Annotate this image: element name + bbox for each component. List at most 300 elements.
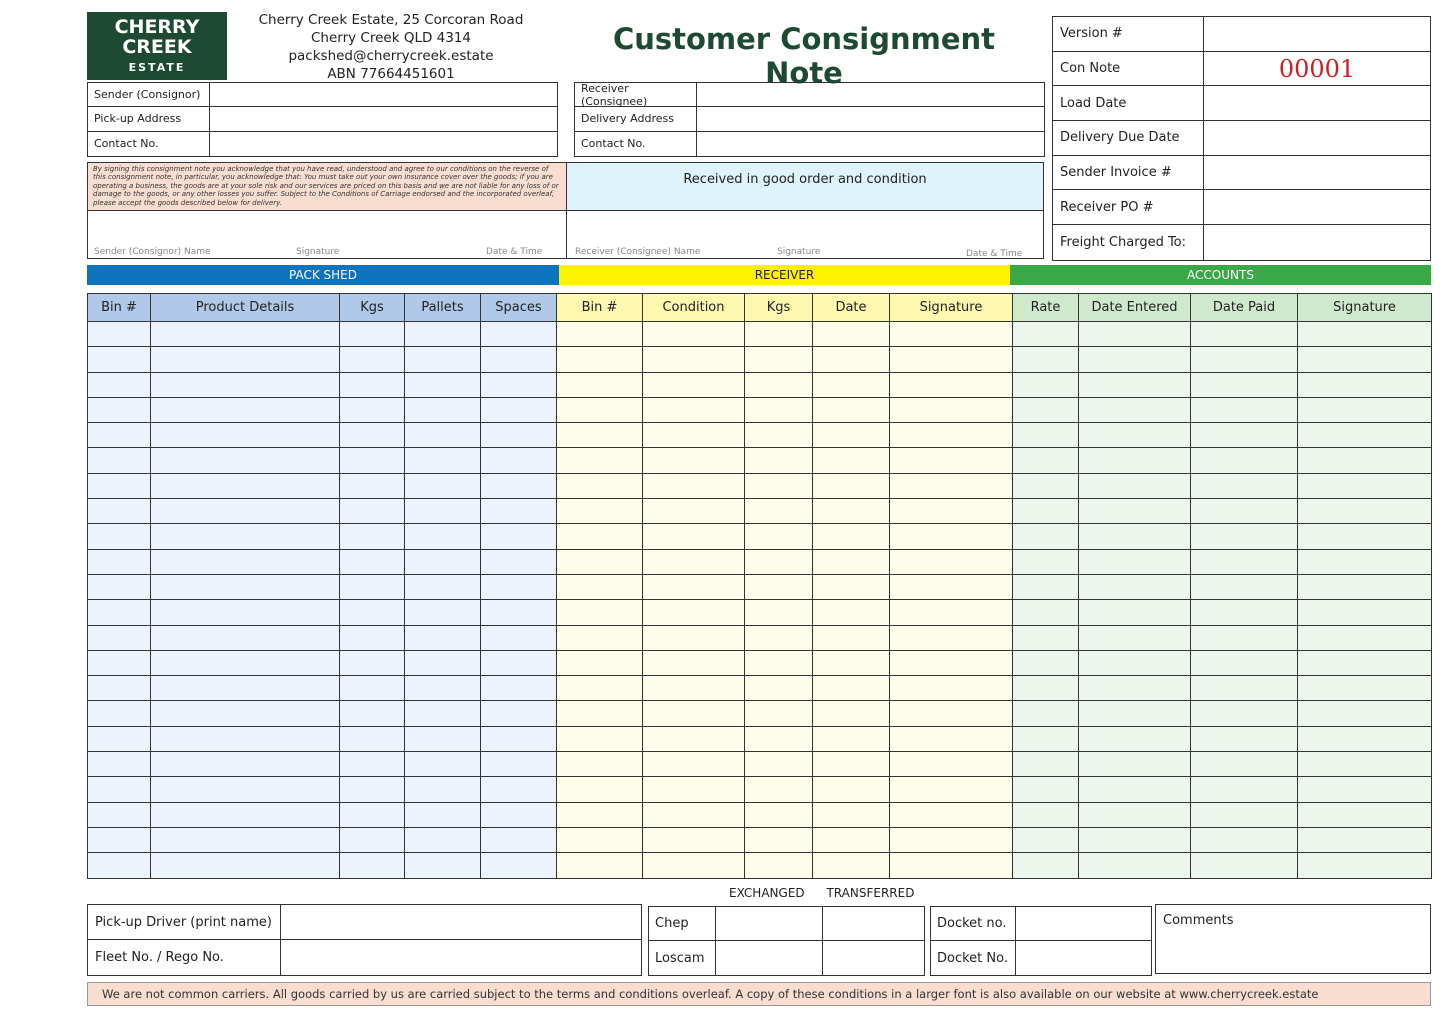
table-cell[interactable] — [151, 827, 340, 852]
table-cell[interactable] — [1079, 549, 1191, 574]
table-cell[interactable] — [88, 574, 151, 599]
table-cell[interactable] — [1191, 625, 1298, 650]
table-cell[interactable] — [405, 372, 481, 397]
table-cell[interactable] — [481, 574, 557, 599]
table-cell[interactable] — [745, 752, 813, 777]
table-cell[interactable] — [405, 726, 481, 751]
table-cell[interactable] — [340, 524, 405, 549]
table-cell[interactable] — [890, 600, 1013, 625]
table-cell[interactable] — [1191, 777, 1298, 802]
table-cell[interactable] — [890, 827, 1013, 852]
table-cell[interactable] — [1013, 600, 1079, 625]
table-cell[interactable] — [405, 600, 481, 625]
table-cell[interactable] — [557, 625, 643, 650]
table-cell[interactable] — [557, 397, 643, 422]
table-cell[interactable] — [1079, 777, 1191, 802]
table-cell[interactable] — [405, 423, 481, 448]
table-cell[interactable] — [745, 423, 813, 448]
table-cell[interactable] — [557, 524, 643, 549]
table-cell[interactable] — [88, 524, 151, 549]
table-cell[interactable] — [481, 524, 557, 549]
table-cell[interactable] — [1079, 625, 1191, 650]
table-cell[interactable] — [1298, 347, 1432, 372]
table-cell[interactable] — [813, 423, 890, 448]
table-cell[interactable] — [745, 600, 813, 625]
table-cell[interactable] — [88, 827, 151, 852]
docket-field-2[interactable] — [1016, 941, 1151, 975]
table-cell[interactable] — [813, 499, 890, 524]
table-cell[interactable] — [557, 726, 643, 751]
table-cell[interactable] — [745, 701, 813, 726]
table-cell[interactable] — [813, 600, 890, 625]
table-cell[interactable] — [745, 802, 813, 827]
table-cell[interactable] — [1013, 701, 1079, 726]
table-cell[interactable] — [1191, 322, 1298, 347]
table-cell[interactable] — [813, 853, 890, 878]
table-cell[interactable] — [340, 853, 405, 878]
receiver-signature-area[interactable] — [567, 211, 1043, 258]
table-cell[interactable] — [405, 827, 481, 852]
table-cell[interactable] — [481, 650, 557, 675]
sender-contact-field[interactable] — [210, 132, 557, 156]
table-cell[interactable] — [405, 701, 481, 726]
table-cell[interactable] — [813, 347, 890, 372]
table-cell[interactable] — [557, 423, 643, 448]
table-cell[interactable] — [1079, 827, 1191, 852]
receiver-po-field[interactable] — [1204, 190, 1430, 224]
table-cell[interactable] — [813, 473, 890, 498]
table-cell[interactable] — [405, 549, 481, 574]
table-cell[interactable] — [405, 448, 481, 473]
table-cell[interactable] — [1298, 448, 1432, 473]
table-cell[interactable] — [813, 701, 890, 726]
table-cell[interactable] — [557, 827, 643, 852]
table-cell[interactable] — [1013, 322, 1079, 347]
table-cell[interactable] — [1013, 853, 1079, 878]
table-cell[interactable] — [1298, 650, 1432, 675]
table-cell[interactable] — [745, 625, 813, 650]
table-cell[interactable] — [340, 777, 405, 802]
table-cell[interactable] — [745, 524, 813, 549]
table-cell[interactable] — [813, 397, 890, 422]
table-cell[interactable] — [1013, 549, 1079, 574]
table-cell[interactable] — [88, 397, 151, 422]
table-cell[interactable] — [1013, 448, 1079, 473]
table-cell[interactable] — [1191, 650, 1298, 675]
sender-invoice-field[interactable] — [1204, 156, 1430, 190]
table-cell[interactable] — [890, 423, 1013, 448]
table-cell[interactable] — [151, 574, 340, 599]
table-cell[interactable] — [1298, 473, 1432, 498]
table-cell[interactable] — [745, 650, 813, 675]
table-cell[interactable] — [151, 524, 340, 549]
table-cell[interactable] — [151, 423, 340, 448]
table-cell[interactable] — [340, 322, 405, 347]
table-cell[interactable] — [481, 448, 557, 473]
table-cell[interactable] — [405, 322, 481, 347]
table-cell[interactable] — [88, 423, 151, 448]
table-cell[interactable] — [340, 752, 405, 777]
table-cell[interactable] — [557, 473, 643, 498]
table-cell[interactable] — [1079, 524, 1191, 549]
table-cell[interactable] — [1191, 499, 1298, 524]
delivery-address-field[interactable] — [697, 107, 1044, 130]
table-cell[interactable] — [643, 777, 745, 802]
table-cell[interactable] — [88, 802, 151, 827]
table-cell[interactable] — [405, 574, 481, 599]
table-cell[interactable] — [1079, 853, 1191, 878]
table-cell[interactable] — [1079, 726, 1191, 751]
table-cell[interactable] — [1013, 802, 1079, 827]
table-cell[interactable] — [745, 448, 813, 473]
table-cell[interactable] — [340, 448, 405, 473]
table-cell[interactable] — [1298, 372, 1432, 397]
table-cell[interactable] — [643, 499, 745, 524]
table-cell[interactable] — [1191, 726, 1298, 751]
load-date-field[interactable] — [1204, 86, 1430, 120]
table-cell[interactable] — [1013, 676, 1079, 701]
table-cell[interactable] — [643, 676, 745, 701]
table-cell[interactable] — [405, 625, 481, 650]
table-cell[interactable] — [1079, 752, 1191, 777]
table-cell[interactable] — [1191, 676, 1298, 701]
table-cell[interactable] — [151, 473, 340, 498]
table-cell[interactable] — [481, 625, 557, 650]
table-cell[interactable] — [88, 701, 151, 726]
table-cell[interactable] — [643, 827, 745, 852]
table-cell[interactable] — [405, 752, 481, 777]
table-cell[interactable] — [151, 752, 340, 777]
table-cell[interactable] — [1298, 499, 1432, 524]
table-cell[interactable] — [1013, 726, 1079, 751]
table-cell[interactable] — [890, 473, 1013, 498]
table-cell[interactable] — [890, 701, 1013, 726]
table-cell[interactable] — [481, 499, 557, 524]
table-cell[interactable] — [557, 448, 643, 473]
table-cell[interactable] — [481, 322, 557, 347]
table-cell[interactable] — [1013, 499, 1079, 524]
table-cell[interactable] — [340, 650, 405, 675]
table-cell[interactable] — [481, 549, 557, 574]
table-cell[interactable] — [1298, 827, 1432, 852]
table-cell[interactable] — [890, 625, 1013, 650]
table-cell[interactable] — [643, 549, 745, 574]
table-cell[interactable] — [1191, 423, 1298, 448]
loscam-exchanged-field[interactable] — [716, 941, 823, 975]
chep-exchanged-field[interactable] — [716, 907, 823, 940]
table-cell[interactable] — [643, 322, 745, 347]
table-cell[interactable] — [813, 524, 890, 549]
receiver-contact-field[interactable] — [697, 132, 1044, 156]
table-cell[interactable] — [481, 853, 557, 878]
table-cell[interactable] — [88, 322, 151, 347]
table-cell[interactable] — [151, 701, 340, 726]
table-cell[interactable] — [481, 726, 557, 751]
table-cell[interactable] — [481, 347, 557, 372]
table-cell[interactable] — [557, 650, 643, 675]
table-cell[interactable] — [481, 701, 557, 726]
table-cell[interactable] — [1013, 752, 1079, 777]
table-cell[interactable] — [643, 726, 745, 751]
table-cell[interactable] — [813, 827, 890, 852]
table-cell[interactable] — [88, 676, 151, 701]
table-cell[interactable] — [745, 853, 813, 878]
table-cell[interactable] — [557, 752, 643, 777]
delivery-due-field[interactable] — [1204, 121, 1430, 155]
table-cell[interactable] — [1013, 650, 1079, 675]
table-cell[interactable] — [890, 524, 1013, 549]
table-cell[interactable] — [340, 625, 405, 650]
pickup-address-field[interactable] — [210, 107, 557, 130]
version-field[interactable] — [1204, 17, 1430, 51]
table-cell[interactable] — [1191, 448, 1298, 473]
table-cell[interactable] — [405, 853, 481, 878]
table-cell[interactable] — [890, 726, 1013, 751]
table-cell[interactable] — [1079, 473, 1191, 498]
table-cell[interactable] — [88, 372, 151, 397]
table-cell[interactable] — [745, 549, 813, 574]
table-cell[interactable] — [1298, 777, 1432, 802]
table-cell[interactable] — [643, 524, 745, 549]
table-cell[interactable] — [643, 423, 745, 448]
table-cell[interactable] — [405, 524, 481, 549]
table-cell[interactable] — [340, 499, 405, 524]
table-cell[interactable] — [481, 423, 557, 448]
table-cell[interactable] — [88, 549, 151, 574]
table-cell[interactable] — [813, 625, 890, 650]
table-cell[interactable] — [745, 726, 813, 751]
table-cell[interactable] — [481, 802, 557, 827]
table-cell[interactable] — [151, 499, 340, 524]
table-cell[interactable] — [1079, 347, 1191, 372]
table-cell[interactable] — [481, 600, 557, 625]
table-cell[interactable] — [813, 448, 890, 473]
table-cell[interactable] — [340, 600, 405, 625]
table-cell[interactable] — [890, 347, 1013, 372]
table-cell[interactable] — [1079, 802, 1191, 827]
table-cell[interactable] — [88, 499, 151, 524]
receiver-name-field[interactable] — [697, 83, 1044, 106]
table-cell[interactable] — [340, 827, 405, 852]
table-cell[interactable] — [340, 549, 405, 574]
table-cell[interactable] — [340, 473, 405, 498]
table-cell[interactable] — [88, 777, 151, 802]
comments-box[interactable] — [1155, 904, 1431, 974]
table-cell[interactable] — [1298, 600, 1432, 625]
table-cell[interactable] — [1079, 372, 1191, 397]
table-cell[interactable] — [151, 650, 340, 675]
table-cell[interactable] — [890, 397, 1013, 422]
table-cell[interactable] — [890, 676, 1013, 701]
table-cell[interactable] — [151, 322, 340, 347]
table-cell[interactable] — [1079, 650, 1191, 675]
table-cell[interactable] — [151, 802, 340, 827]
table-cell[interactable] — [643, 752, 745, 777]
table-cell[interactable] — [1298, 726, 1432, 751]
table-cell[interactable] — [890, 777, 1013, 802]
table-cell[interactable] — [813, 752, 890, 777]
table-cell[interactable] — [88, 853, 151, 878]
table-cell[interactable] — [151, 448, 340, 473]
table-cell[interactable] — [340, 701, 405, 726]
table-cell[interactable] — [340, 574, 405, 599]
table-cell[interactable] — [1013, 625, 1079, 650]
table-cell[interactable] — [1013, 372, 1079, 397]
table-cell[interactable] — [88, 473, 151, 498]
table-cell[interactable] — [557, 853, 643, 878]
table-cell[interactable] — [151, 777, 340, 802]
table-cell[interactable] — [1191, 600, 1298, 625]
table-cell[interactable] — [813, 802, 890, 827]
table-cell[interactable] — [88, 347, 151, 372]
freight-field[interactable] — [1204, 225, 1430, 260]
table-cell[interactable] — [890, 499, 1013, 524]
table-cell[interactable] — [481, 827, 557, 852]
table-cell[interactable] — [405, 473, 481, 498]
table-cell[interactable] — [1079, 676, 1191, 701]
table-cell[interactable] — [1079, 423, 1191, 448]
table-cell[interactable] — [481, 676, 557, 701]
table-cell[interactable] — [151, 726, 340, 751]
table-cell[interactable] — [1298, 574, 1432, 599]
sender-name-field[interactable] — [210, 83, 557, 106]
table-cell[interactable] — [151, 853, 340, 878]
table-cell[interactable] — [151, 549, 340, 574]
table-cell[interactable] — [481, 777, 557, 802]
table-cell[interactable] — [745, 397, 813, 422]
table-cell[interactable] — [643, 372, 745, 397]
table-cell[interactable] — [643, 701, 745, 726]
table-cell[interactable] — [1191, 574, 1298, 599]
chep-transferred-field[interactable] — [823, 907, 924, 940]
table-cell[interactable] — [1191, 473, 1298, 498]
table-cell[interactable] — [88, 650, 151, 675]
table-cell[interactable] — [643, 448, 745, 473]
table-cell[interactable] — [1191, 853, 1298, 878]
table-cell[interactable] — [890, 372, 1013, 397]
table-cell[interactable] — [1079, 574, 1191, 599]
table-cell[interactable] — [813, 726, 890, 751]
table-cell[interactable] — [340, 372, 405, 397]
table-cell[interactable] — [481, 752, 557, 777]
table-cell[interactable] — [557, 676, 643, 701]
table-cell[interactable] — [643, 347, 745, 372]
table-cell[interactable] — [481, 372, 557, 397]
table-cell[interactable] — [88, 752, 151, 777]
table-cell[interactable] — [813, 372, 890, 397]
table-cell[interactable] — [745, 347, 813, 372]
table-cell[interactable] — [151, 676, 340, 701]
table-cell[interactable] — [745, 777, 813, 802]
table-cell[interactable] — [813, 574, 890, 599]
table-cell[interactable] — [1298, 549, 1432, 574]
table-cell[interactable] — [1013, 423, 1079, 448]
table-cell[interactable] — [340, 676, 405, 701]
table-cell[interactable] — [890, 322, 1013, 347]
table-cell[interactable] — [1079, 600, 1191, 625]
table-cell[interactable] — [405, 650, 481, 675]
table-cell[interactable] — [405, 499, 481, 524]
table-cell[interactable] — [890, 752, 1013, 777]
table-cell[interactable] — [1298, 802, 1432, 827]
table-cell[interactable] — [890, 574, 1013, 599]
table-cell[interactable] — [1191, 701, 1298, 726]
table-cell[interactable] — [1298, 397, 1432, 422]
table-cell[interactable] — [813, 777, 890, 802]
table-cell[interactable] — [643, 397, 745, 422]
table-cell[interactable] — [557, 777, 643, 802]
table-cell[interactable] — [405, 777, 481, 802]
table-cell[interactable] — [340, 726, 405, 751]
table-cell[interactable] — [643, 802, 745, 827]
table-cell[interactable] — [745, 499, 813, 524]
table-cell[interactable] — [340, 423, 405, 448]
table-cell[interactable] — [557, 499, 643, 524]
table-cell[interactable] — [557, 549, 643, 574]
table-cell[interactable] — [1013, 397, 1079, 422]
table-cell[interactable] — [745, 473, 813, 498]
table-cell[interactable] — [340, 347, 405, 372]
table-cell[interactable] — [151, 600, 340, 625]
table-cell[interactable] — [1079, 499, 1191, 524]
table-cell[interactable] — [890, 802, 1013, 827]
table-cell[interactable] — [1079, 397, 1191, 422]
table-cell[interactable] — [745, 827, 813, 852]
table-cell[interactable] — [557, 701, 643, 726]
table-cell[interactable] — [557, 347, 643, 372]
table-cell[interactable] — [1079, 701, 1191, 726]
table-cell[interactable] — [1298, 701, 1432, 726]
loscam-transferred-field[interactable] — [823, 941, 924, 975]
table-cell[interactable] — [151, 397, 340, 422]
table-cell[interactable] — [557, 322, 643, 347]
table-cell[interactable] — [890, 448, 1013, 473]
table-cell[interactable] — [890, 650, 1013, 675]
table-cell[interactable] — [643, 853, 745, 878]
docket-field-1[interactable] — [1016, 907, 1151, 940]
table-cell[interactable] — [1298, 752, 1432, 777]
table-cell[interactable] — [890, 853, 1013, 878]
table-cell[interactable] — [813, 549, 890, 574]
table-cell[interactable] — [557, 600, 643, 625]
table-cell[interactable] — [151, 625, 340, 650]
table-cell[interactable] — [1191, 752, 1298, 777]
table-cell[interactable] — [1298, 676, 1432, 701]
table-cell[interactable] — [88, 600, 151, 625]
table-cell[interactable] — [745, 676, 813, 701]
table-cell[interactable] — [88, 726, 151, 751]
table-cell[interactable] — [1079, 322, 1191, 347]
table-cell[interactable] — [813, 650, 890, 675]
table-cell[interactable] — [405, 397, 481, 422]
table-cell[interactable] — [1079, 448, 1191, 473]
table-cell[interactable] — [405, 802, 481, 827]
table-cell[interactable] — [405, 676, 481, 701]
table-cell[interactable] — [643, 473, 745, 498]
table-cell[interactable] — [643, 600, 745, 625]
table-cell[interactable] — [1191, 347, 1298, 372]
table-cell[interactable] — [813, 322, 890, 347]
table-cell[interactable] — [1013, 574, 1079, 599]
table-cell[interactable] — [643, 574, 745, 599]
table-cell[interactable] — [151, 347, 340, 372]
table-cell[interactable] — [1298, 423, 1432, 448]
sender-signature-area[interactable] — [88, 211, 567, 258]
table-cell[interactable] — [643, 650, 745, 675]
table-cell[interactable] — [1013, 524, 1079, 549]
table-cell[interactable] — [1191, 372, 1298, 397]
table-cell[interactable] — [340, 802, 405, 827]
